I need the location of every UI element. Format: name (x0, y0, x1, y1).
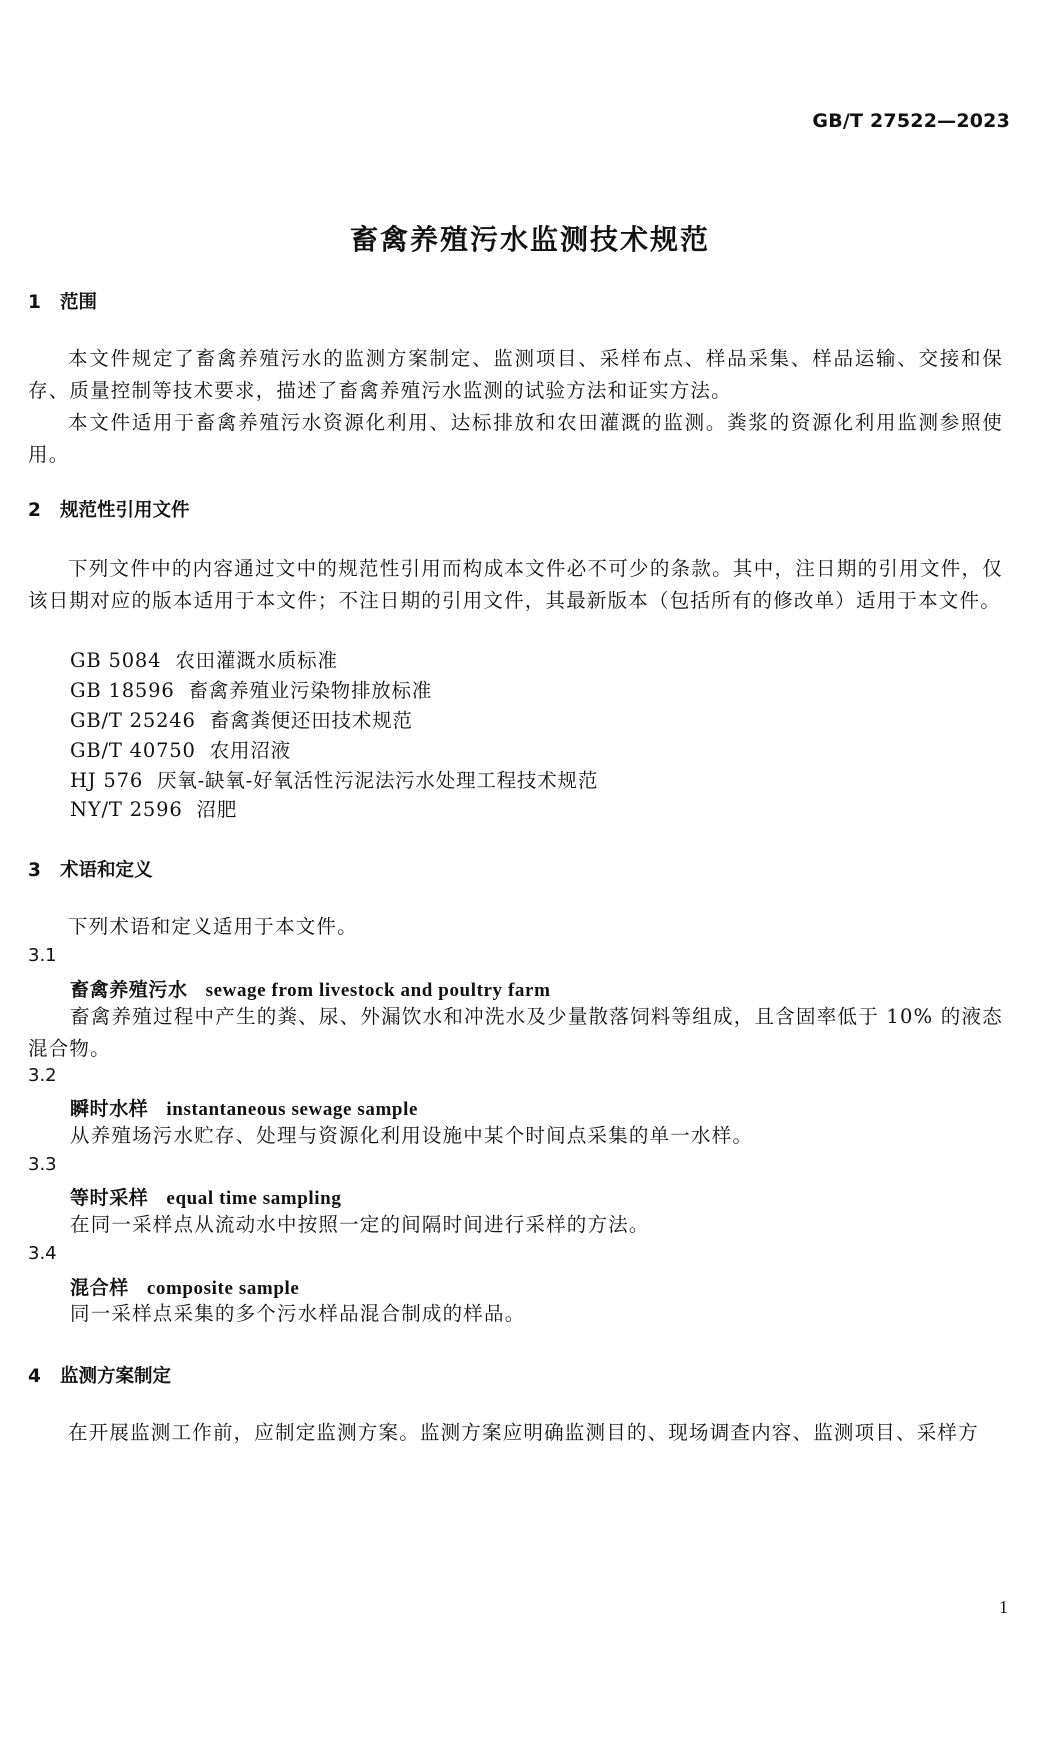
term-name-zh: 畜禽养殖污水 (70, 979, 188, 1001)
reference-item (70, 645, 338, 673)
term-name (70, 1094, 418, 1121)
term-name-en: sewage from livestock and poultry farm (205, 980, 551, 1001)
term-name (70, 1273, 299, 1300)
section-number: 3 (28, 860, 41, 881)
scope-paragraph-1: 本文件规定了畜禽养殖污水的监测方案制定、监测项目、采样布点、样品采集、样品运输、交接和保存、质量控制等技术要求，描述了畜禽养殖污水监测的试验方法和证实方法。 (28, 347, 1003, 402)
term-definition: 畜禽养殖过程中产生的粪、尿、外漏饮水和冲洗水及少量散落饲料等组成，且含固率低于 10% 的液态混合物。 (28, 1005, 1003, 1060)
term-number: 3.1 (28, 945, 57, 966)
section-number: 2 (28, 500, 41, 521)
section-title: 监测方案制定 (60, 1366, 172, 1387)
term-name-en: composite sample (146, 1278, 300, 1299)
reference-code: HJ 576 (70, 769, 144, 792)
standard-code: GB/T 27522—2023 (812, 110, 1010, 132)
reference-item (70, 765, 598, 793)
section-1-heading (28, 288, 97, 314)
term-number: 3.2 (28, 1065, 57, 1086)
term-definition: 在同一采样点从流动水中按照一定的间隔时间进行采样的方法。 (70, 1213, 650, 1236)
term-name-en: instantaneous sewage sample (166, 1099, 419, 1120)
term-name-en: equal time sampling (166, 1188, 342, 1209)
scope-paragraph-2: 本文件适用于畜禽养殖污水资源化利用、达标排放和农田灌溉的监测。粪浆的资源化利用监测参照使用。 (28, 411, 1003, 466)
term-name-zh: 混合样 (70, 1277, 129, 1299)
reference-item (70, 675, 432, 703)
section-number: 4 (28, 1366, 41, 1387)
term-name (70, 975, 551, 1002)
reference-code: GB 18596 (70, 679, 175, 702)
term-definition: 从养殖场污水贮存、处理与资源化利用设施中某个时间点采集的单一水样。 (70, 1124, 754, 1147)
reference-code: GB 5084 (70, 649, 162, 672)
monitoring-plan-paragraph: 在开展监测工作前，应制定监测方案。监测方案应明确监测目的、现场调查内容、监测项目、采样方 (68, 1421, 979, 1444)
term-name-zh: 等时采样 (70, 1187, 149, 1209)
reference-item (70, 705, 413, 733)
term-number: 3.3 (28, 1154, 57, 1175)
reference-title: 畜禽粪便还田技术规范 (209, 709, 413, 732)
reference-item (70, 735, 291, 763)
reference-code: GB/T 40750 (70, 739, 196, 762)
page-number: 1 (999, 1597, 1008, 1617)
reference-item (70, 794, 237, 822)
term-name-zh: 瞬时水样 (70, 1098, 149, 1120)
section-title: 范围 (60, 292, 98, 313)
reference-title: 沼肥 (196, 798, 238, 821)
reference-title: 农田灌溉水质标准 (175, 649, 338, 672)
section-4-heading (28, 1362, 171, 1388)
reference-code: NY/T 2596 (70, 798, 183, 821)
document-title: 畜禽养殖污水监测技术规范 (349, 223, 710, 256)
section-title: 规范性引用文件 (60, 500, 190, 521)
section-3-heading (28, 856, 153, 882)
reference-title: 厌氧-缺氧-好氧活性污泥法污水处理工程技术规范 (157, 769, 599, 792)
terms-intro-paragraph: 下列术语和定义适用于本文件。 (68, 915, 358, 938)
reference-title: 畜禽养殖业污染物排放标准 (188, 679, 433, 702)
section-title: 术语和定义 (60, 860, 153, 881)
section-number: 1 (28, 292, 41, 313)
references-intro-paragraph: 下列文件中的内容通过文中的规范性引用而构成本文件必不可少的条款。其中，注日期的引用文件，仅该日期对应的版本适用于本文件；不注日期的引用文件，其最新版本（包括所有的修改单）适用于本文件。 (28, 557, 1003, 612)
reference-title: 农用沼液 (209, 739, 291, 762)
section-2-heading (28, 496, 190, 522)
term-number: 3.4 (28, 1243, 57, 1264)
term-name (70, 1183, 341, 1210)
reference-code: GB/T 25246 (70, 709, 196, 732)
term-definition: 同一采样点采集的多个污水样品混合制成的样品。 (70, 1302, 526, 1325)
